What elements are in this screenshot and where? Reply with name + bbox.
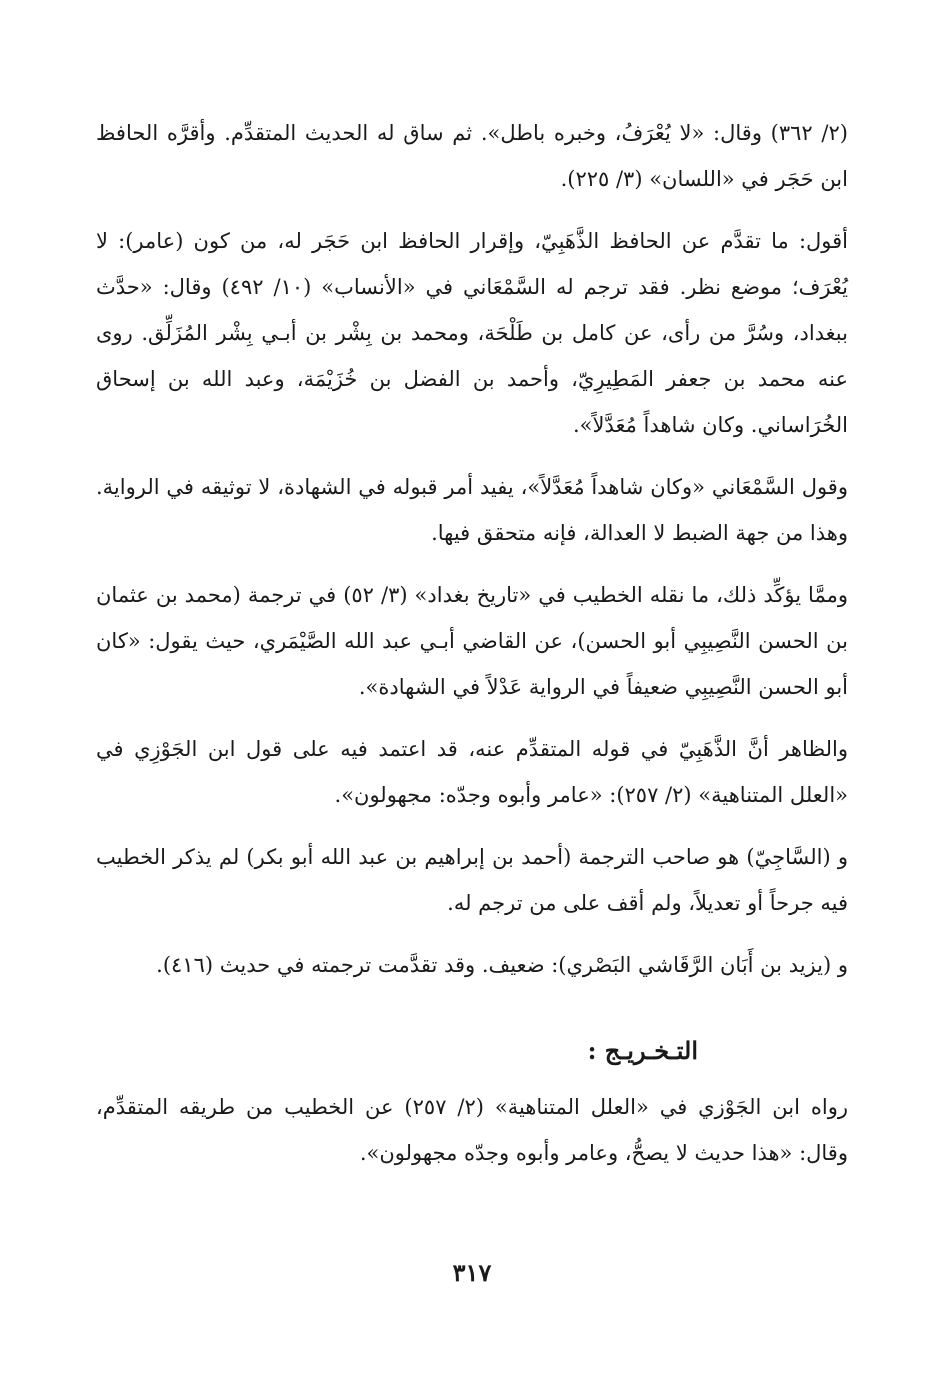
takhrij-paragraph: رواه ابن الجَوْزي في «العلل المتناهية» (٢/ ٢٥٧) عن الخطيب من طريقه المتقدِّم، وقال: «هذا حديث لا يصحُّ، وعامر وأبوه وجدّه مجهولون». bbox=[96, 1095, 848, 1165]
page-number: ٣١٧ bbox=[452, 1258, 492, 1287]
page-body bbox=[96, 110, 848, 1192]
paragraph-saji: و (السَّاجِيّ) هو صاحب الترجمة (أحمد بن إبراهيم بن عبد الله أبو بكر) لم يذكر الخطيب فيه جرحاً أو تعديلاً، ولم أقف على من ترجم له. bbox=[96, 845, 848, 915]
takhrij-heading: التـخـريـج : bbox=[587, 1036, 698, 1065]
paragraph-yazid: و (يزيد بن أَبَان الرَّقَاشي البَصْري): ضعيف. وقد تقدَّمت ترجمته في حديث (٤١٦). bbox=[156, 953, 848, 977]
paragraph-khatib: وممَّا يؤكِّد ذلك، ما نقله الخطيب في «تاريخ بغداد» (٣/ ٥٢) في ترجمة (محمد بن عثمان بن الحسن النَّصِيبِي أبو الحسن)، عن القاضي أبـي عبد الله الصَّيْمَري، حيث يقول: «كان أبو الحسن النَّصِيبِي ضعيفاً في الرواية عَدْلاً في الشهادة». bbox=[96, 583, 848, 699]
paragraph-continuation: (٢/ ٣٦٢) وقال: «لا يُعْرَفُ، وخبره باطل». ثم ساق له الحديث المتقدِّم. وأقرَّه الحافظ ابن حَجَر في «اللسان» (٣/ ٢٢٥). bbox=[96, 121, 848, 191]
paragraph-samani: وقول السَّمْعَاني «وكان شاهداً مُعَدَّلاً»، يفيد أمر قبوله في الشهادة، لا توثيقه في الرواية. وهذا من جهة الضبط لا العدالة، فإنه متحقق فيها. bbox=[96, 475, 848, 545]
paragraph-aqul: أقول: ما تقدَّم عن الحافظ الذَّهَبِيّ، وإقرار الحافظ ابن حَجَر له، من كون (عامر): لا يُعْرَف؛ موضع نظر. فقد ترجم له السَّمْعَاني في «الأنساب» (١٠/ ٤٩٢) وقال: «حدَّث ببغداد، وسُرَّ من رأى، عن كامل بن طَلْحَة، ومحمد بن بِشْر بن أبـي بِشْر المُزَلِّق. روى عنه محمد بن جعفر المَطِيرِيّ، وأحمد بن الفضل بن خُزَيْمَة، وعبد الله بن إسحاق الخُرَاساني. وكان شاهداً مُعَدَّلاً». bbox=[96, 229, 848, 437]
paragraph-dhahabi: والظاهر أنَّ الذَّهَبِيّ في قوله المتقدِّم عنه، قد اعتمد فيه على قول ابن الجَوْزِي في «العلل المتناهية» (٢/ ٢٥٧): «عامر وأبوه وجدّه: مجهولون». bbox=[96, 737, 848, 807]
